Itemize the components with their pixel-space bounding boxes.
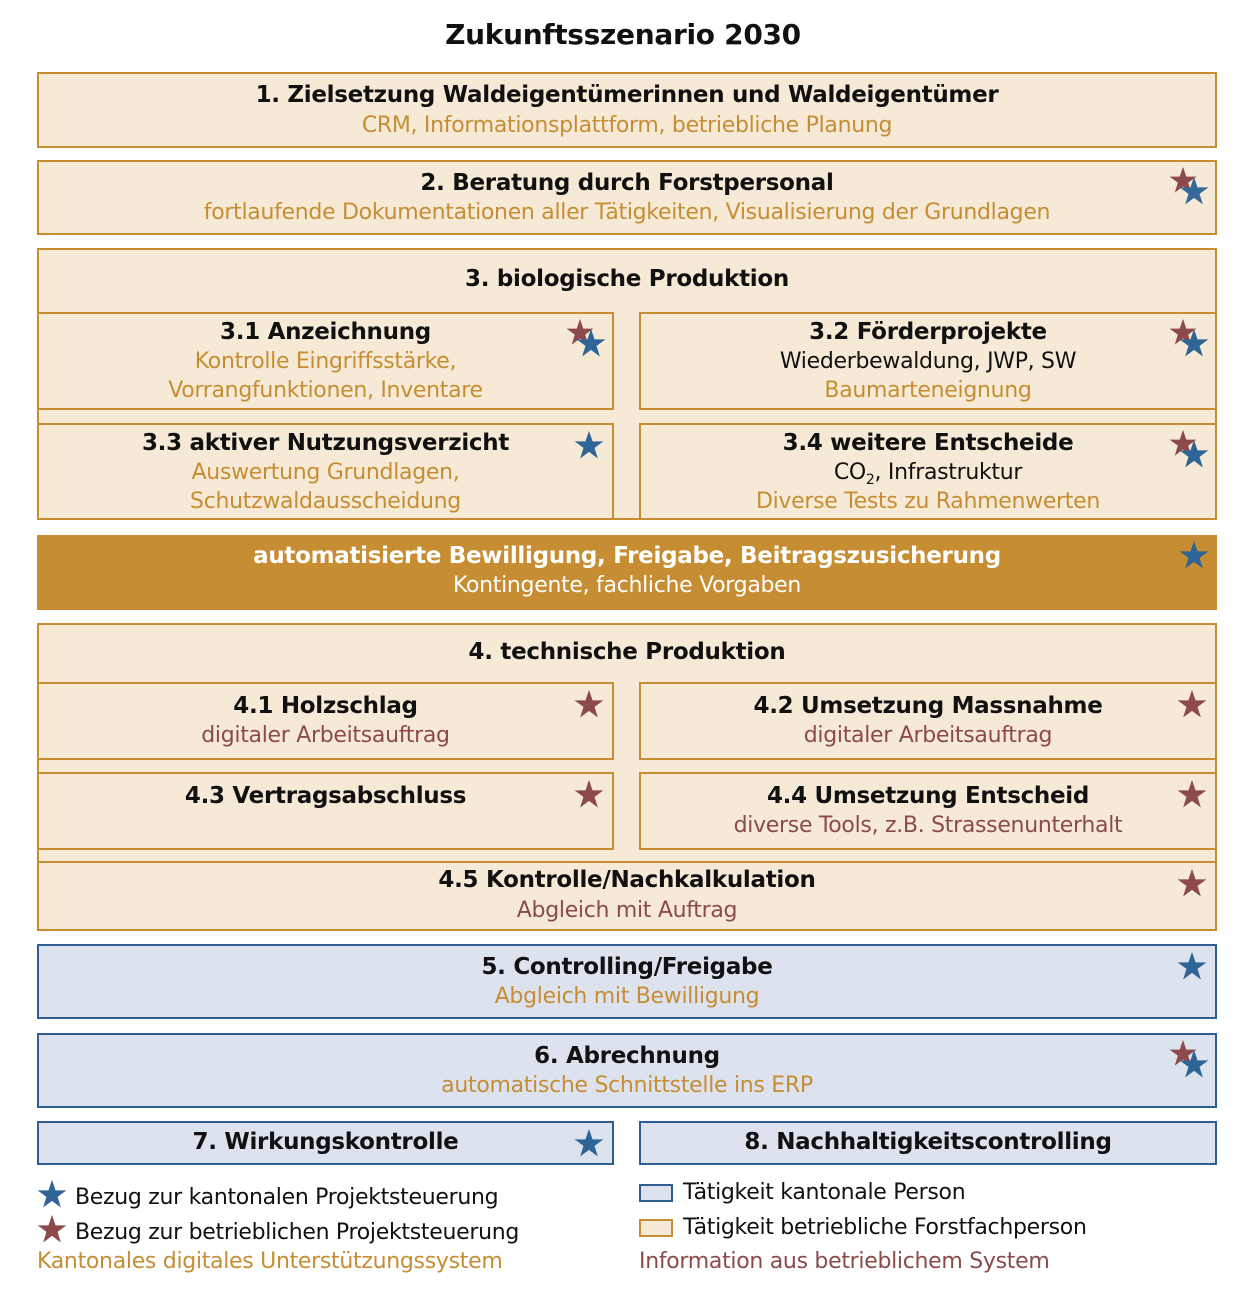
step-4-2-box bbox=[639, 682, 1217, 760]
automation-heading: automatisierte Bewilligung, Freigabe, Beitragszusicherung bbox=[253, 543, 1001, 569]
step-5-box bbox=[37, 944, 1217, 1019]
step-2-detail: fortlaufende Dokumentationen aller Tätigkeiten, Visualisierung der Grundlagen bbox=[203, 200, 1051, 225]
step-3-4-heading: 3.4 weitere Entscheide bbox=[782, 430, 1074, 456]
operational-star-icon bbox=[1177, 689, 1207, 719]
step-1-detail: CRM, Informationsplattform, betriebliche Planung bbox=[361, 113, 893, 138]
step-6-detail: automatische Schnittstelle ins ERP bbox=[441, 1073, 813, 1098]
legend-operational-box bbox=[639, 1214, 1087, 1242]
step-4-3-heading: 4.3 Vertragsabschluss bbox=[184, 783, 467, 809]
legend-cantonal-system-text: Kantonales digitales Unterstützungssystem bbox=[37, 1249, 503, 1274]
step-8-box bbox=[639, 1121, 1217, 1165]
step-3-1-box bbox=[37, 312, 614, 410]
legend-operational-star bbox=[37, 1214, 519, 1247]
legend-operational-box-label: Tätigkeit betriebliche Forstfachperson bbox=[683, 1215, 1087, 1240]
step-4-2-heading: 4.2 Umsetzung Massnahme bbox=[753, 693, 1103, 719]
cantonal-star-icon bbox=[37, 1179, 69, 1207]
double-star-icon bbox=[1169, 318, 1209, 358]
operational-star-icon bbox=[1177, 868, 1207, 898]
legend-cantonal-box-label: Tätigkeit kantonale Person bbox=[683, 1180, 966, 1205]
step-6-heading: 6. Abrechnung bbox=[534, 1043, 720, 1069]
step-7-box bbox=[37, 1121, 614, 1165]
double-star-icon bbox=[1169, 1039, 1209, 1079]
double-star-icon bbox=[1169, 166, 1209, 206]
cantonal-star-icon bbox=[1179, 540, 1209, 570]
operational-star-icon bbox=[574, 689, 604, 719]
step-4-5-detail: Abgleich mit Auftrag bbox=[516, 898, 738, 923]
step-3-2-box bbox=[639, 312, 1217, 410]
step-3-4-detail: Diverse Tests zu Rahmenwerten bbox=[755, 489, 1101, 514]
legend-cantonal-box bbox=[639, 1179, 965, 1207]
step-4-4-box bbox=[639, 772, 1217, 850]
step-4-5-box bbox=[37, 861, 1217, 931]
step-3-3-detail-1: Auswertung Grundlagen, bbox=[191, 460, 460, 485]
step-4-5-heading: 4.5 Kontrolle/Nachkalkulation bbox=[438, 867, 816, 893]
step-3-heading: 3. biologische Produktion bbox=[465, 266, 789, 292]
step-2-box bbox=[37, 160, 1217, 235]
cantonal-star-icon bbox=[574, 430, 604, 460]
automation-detail: Kontingente, fachliche Vorgaben bbox=[452, 573, 802, 598]
step-1-box bbox=[37, 72, 1217, 148]
step-8-heading: 8. Nachhaltigkeitscontrolling bbox=[744, 1129, 1112, 1155]
operational-swatch-icon bbox=[639, 1219, 673, 1237]
step-3-4-info-suffix: , Infrastruktur bbox=[874, 460, 1023, 485]
cantonal-star-icon bbox=[1177, 951, 1207, 981]
operational-star-icon bbox=[1177, 779, 1207, 809]
step-3-3-heading: 3.3 aktiver Nutzungsverzicht bbox=[141, 430, 510, 456]
step-3-3-box bbox=[37, 423, 614, 520]
page-title: Zukunftsszenario 2030 bbox=[445, 18, 801, 51]
step-3-3-detail-2: Schutzwaldausscheidung bbox=[190, 489, 461, 514]
step-5-heading: 5. Controlling/Freigabe bbox=[481, 954, 773, 980]
step-3-4-info-subscript: 2 bbox=[865, 472, 875, 488]
step-4-4-detail: diverse Tools, z.B. Strassenunterhalt bbox=[733, 813, 1123, 838]
step-4-3-box bbox=[37, 772, 614, 850]
legend-operational-star-label: Bezug zur betrieblichen Projektsteuerung bbox=[75, 1220, 520, 1245]
cantonal-star-icon bbox=[574, 1128, 604, 1158]
step-3-4-info-prefix: CO bbox=[833, 460, 866, 485]
legend-cantonal-star-label: Bezug zur kantonalen Projektsteuerung bbox=[75, 1185, 499, 1210]
step-6-box bbox=[37, 1033, 1217, 1108]
cantonal-swatch-icon bbox=[639, 1184, 673, 1202]
step-3-1-detail-2: Vorrangfunktionen, Inventare bbox=[168, 378, 483, 403]
step-5-detail: Abgleich mit Bewilligung bbox=[494, 984, 760, 1009]
operational-star-icon bbox=[574, 779, 604, 809]
step-3-1-heading: 3.1 Anzeichnung bbox=[220, 319, 431, 345]
step-4-4-heading: 4.4 Umsetzung Entscheid bbox=[766, 783, 1090, 809]
step-4-heading: 4. technische Produktion bbox=[468, 639, 786, 665]
operational-star-icon bbox=[37, 1214, 69, 1242]
step-4-1-heading: 4.1 Holzschlag bbox=[233, 693, 418, 719]
step-4-1-detail: digitaler Arbeitsauftrag bbox=[201, 723, 450, 748]
step-3-2-heading: 3.2 Förderprojekte bbox=[809, 319, 1047, 345]
step-3-1-detail-1: Kontrolle Eingriffsstärke, bbox=[194, 349, 457, 374]
step-3-2-info: Wiederbewaldung, JWP, SW bbox=[779, 349, 1077, 374]
step-7-heading: 7. Wirkungskontrolle bbox=[192, 1129, 459, 1155]
step-4-2-detail: digitaler Arbeitsauftrag bbox=[803, 723, 1053, 748]
step-3-4-box bbox=[639, 423, 1217, 520]
step-2-heading: 2. Beratung durch Forstpersonal bbox=[420, 170, 834, 196]
double-star-icon bbox=[1169, 429, 1209, 469]
double-star-icon bbox=[566, 318, 606, 358]
legend-cantonal-star bbox=[37, 1179, 498, 1212]
step-1-heading: 1. Zielsetzung Waldeigentümerinnen und Waldeigentümer bbox=[255, 82, 999, 108]
automation-band bbox=[37, 535, 1217, 610]
step-3-2-detail: Baumarteneignung bbox=[824, 378, 1032, 403]
legend-operational-system-text: Information aus betrieblichem System bbox=[639, 1249, 1050, 1274]
step-4-1-box bbox=[37, 682, 614, 760]
